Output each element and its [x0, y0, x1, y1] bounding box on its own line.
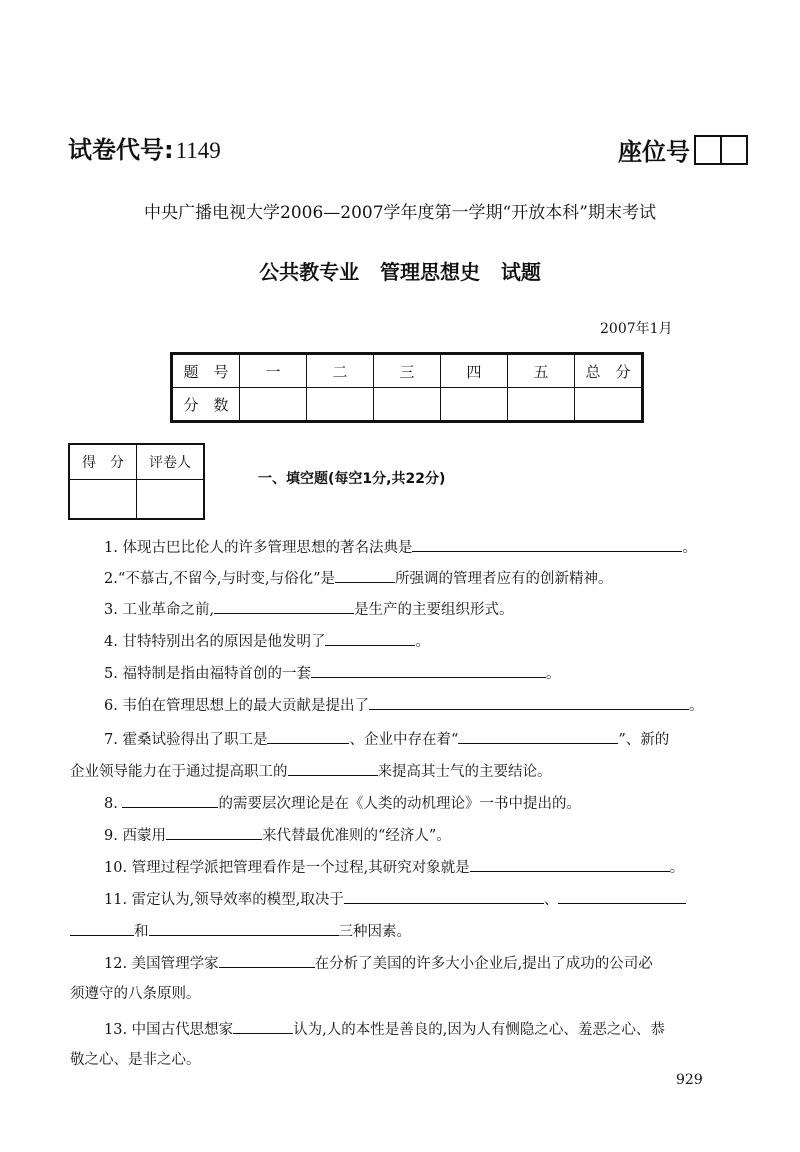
score-row-label: 分 数	[172, 388, 240, 422]
subject-title: 公共教专业 管理思想史 试题	[259, 260, 541, 284]
question-text: 11. 雷定认为,领导效率的模型,取决于	[104, 892, 344, 908]
answer-blank[interactable]	[70, 919, 134, 936]
question-12	[104, 951, 653, 975]
question-text: 10. 管理过程学派把管理看作是一个过程,其研究对象就是	[104, 860, 470, 876]
answer-blank[interactable]	[369, 693, 689, 710]
score-cell[interactable]	[307, 388, 374, 422]
question-text: 敬之心、是非之心。	[70, 1052, 201, 1068]
seat-number-label: 座位号	[618, 138, 690, 166]
answer-blank[interactable]	[470, 855, 670, 872]
question-text: ”、新的	[618, 732, 670, 748]
score-cell[interactable]	[575, 388, 643, 422]
grader-label: 评卷人	[137, 444, 205, 480]
question-text: 须遵守的八条原则。	[70, 986, 201, 1002]
question-8	[104, 791, 581, 815]
exam-code-label: 试卷代号:	[68, 136, 174, 164]
score-table-header-row	[172, 354, 643, 388]
question-text: 是生产的主要组织形式。	[354, 602, 514, 618]
question-text: 来提高其士气的主要结论。	[377, 764, 552, 780]
question-text: 1. 体现古巴比伦人的许多管理思想的著名法典是	[104, 540, 413, 556]
grader-signature-cell[interactable]	[137, 480, 205, 520]
answer-blank[interactable]	[122, 791, 218, 808]
question-9	[104, 823, 451, 847]
grader-table	[68, 443, 205, 520]
question-4	[104, 629, 430, 653]
question-text: 3. 工业革命之前,	[104, 602, 215, 618]
answer-blank[interactable]	[325, 629, 415, 646]
question-text: 。	[415, 634, 430, 650]
question-text: 的需要层次理论是在《人类的动机理论》一书中提出的。	[218, 796, 581, 812]
question-text: 8.	[104, 796, 118, 812]
score-table-header-cell: 二	[307, 354, 374, 388]
question-text: 认为,人的本性是善良的,因为人有恻隐之心、羞恶之心、恭	[293, 1022, 665, 1038]
question-text: 4. 甘特特别出名的原因是他发明了	[104, 634, 326, 650]
score-cell[interactable]	[508, 388, 575, 422]
exam-date: 2007年1月	[600, 321, 673, 337]
question-11-continued	[70, 919, 411, 943]
score-table	[170, 352, 644, 423]
question-6	[104, 693, 703, 717]
answer-blank[interactable]	[344, 887, 544, 904]
question-text: 。	[545, 666, 561, 682]
question-text: 2.“不慕古,不留今,与时变,与俗化”是	[104, 571, 335, 587]
answer-blank[interactable]	[219, 951, 315, 968]
grader-table-header-row	[69, 444, 204, 480]
seat-box[interactable]	[720, 137, 746, 163]
seat-number	[618, 132, 748, 167]
question-13	[104, 1017, 665, 1041]
grader-table-entry-row	[69, 480, 204, 520]
question-text: 。	[688, 698, 704, 714]
answer-blank[interactable]	[311, 661, 546, 678]
answer-blank[interactable]	[412, 535, 682, 552]
answer-blank[interactable]	[458, 727, 618, 744]
page-number: 929	[676, 1072, 703, 1088]
answer-blank[interactable]	[558, 887, 686, 904]
question-5	[104, 661, 560, 685]
score-table-header-cell: 题 号	[172, 354, 240, 388]
question-text: 企业领导能力在于通过提高职工的	[70, 764, 288, 780]
answer-blank[interactable]	[267, 727, 349, 744]
question-text: 12. 美国管理学家	[104, 956, 219, 972]
exam-code-number: 1149	[175, 138, 221, 163]
score-table-header-cell: 三	[374, 354, 441, 388]
answer-blank[interactable]	[288, 759, 378, 776]
answer-blank[interactable]	[149, 919, 339, 936]
question-text: 和	[134, 924, 149, 940]
answer-blank[interactable]	[335, 566, 395, 583]
question-text: 在分析了美国的许多大小企业后,提出了成功的公司必	[314, 956, 653, 972]
seat-number-boxes[interactable]	[694, 135, 748, 165]
question-text: 6. 韦伯在管理思想上的最大贡献是提出了	[104, 698, 369, 714]
question-text: 。	[669, 860, 685, 876]
answer-blank[interactable]	[214, 597, 354, 614]
score-table-header-cell: 五	[508, 354, 575, 388]
answer-blank[interactable]	[166, 823, 262, 840]
exam-title: 中央广播电视大学2006—2007学年度第一学期“开放本科”期末考试	[144, 203, 656, 223]
answer-blank[interactable]	[233, 1017, 293, 1034]
score-label: 得 分	[69, 444, 137, 480]
question-text: 、企业中存在着“	[349, 732, 459, 748]
score-table-header-cell: 一	[240, 354, 307, 388]
question-11	[104, 887, 686, 911]
question-text: 。	[682, 540, 697, 556]
exam-code	[68, 130, 221, 165]
question-13-continued	[70, 1049, 201, 1071]
score-table-header-cell: 总 分	[575, 354, 643, 388]
question-text: 来代替最优准则的“经济人”。	[261, 828, 451, 844]
section-title: 一、填空题(每空1分,共22分)	[258, 471, 446, 487]
question-text: 所强调的管理者应有的创新精神。	[395, 571, 613, 587]
question-text: 13. 中国古代思想家	[104, 1022, 234, 1038]
score-cell[interactable]	[240, 388, 307, 422]
question-7	[104, 727, 669, 751]
question-text: 5. 福特制是指由福特首创的一套	[104, 666, 311, 682]
question-3	[104, 597, 514, 621]
seat-box[interactable]	[696, 137, 720, 163]
score-table-score-row	[172, 388, 643, 422]
question-7-continued	[70, 759, 552, 783]
section-score-cell[interactable]	[69, 480, 137, 520]
question-text: 9. 西蒙用	[104, 828, 166, 844]
question-text: 三种因素。	[338, 924, 411, 940]
score-cell[interactable]	[374, 388, 441, 422]
question-2	[104, 566, 613, 590]
score-cell[interactable]	[441, 388, 508, 422]
question-text: 7. 霍桑试验得出了职工是	[104, 732, 268, 748]
question-10	[104, 855, 684, 879]
question-1	[104, 535, 697, 559]
score-table-header-cell: 四	[441, 354, 508, 388]
question-text: 、	[543, 892, 559, 908]
question-12-continued	[70, 983, 201, 1005]
